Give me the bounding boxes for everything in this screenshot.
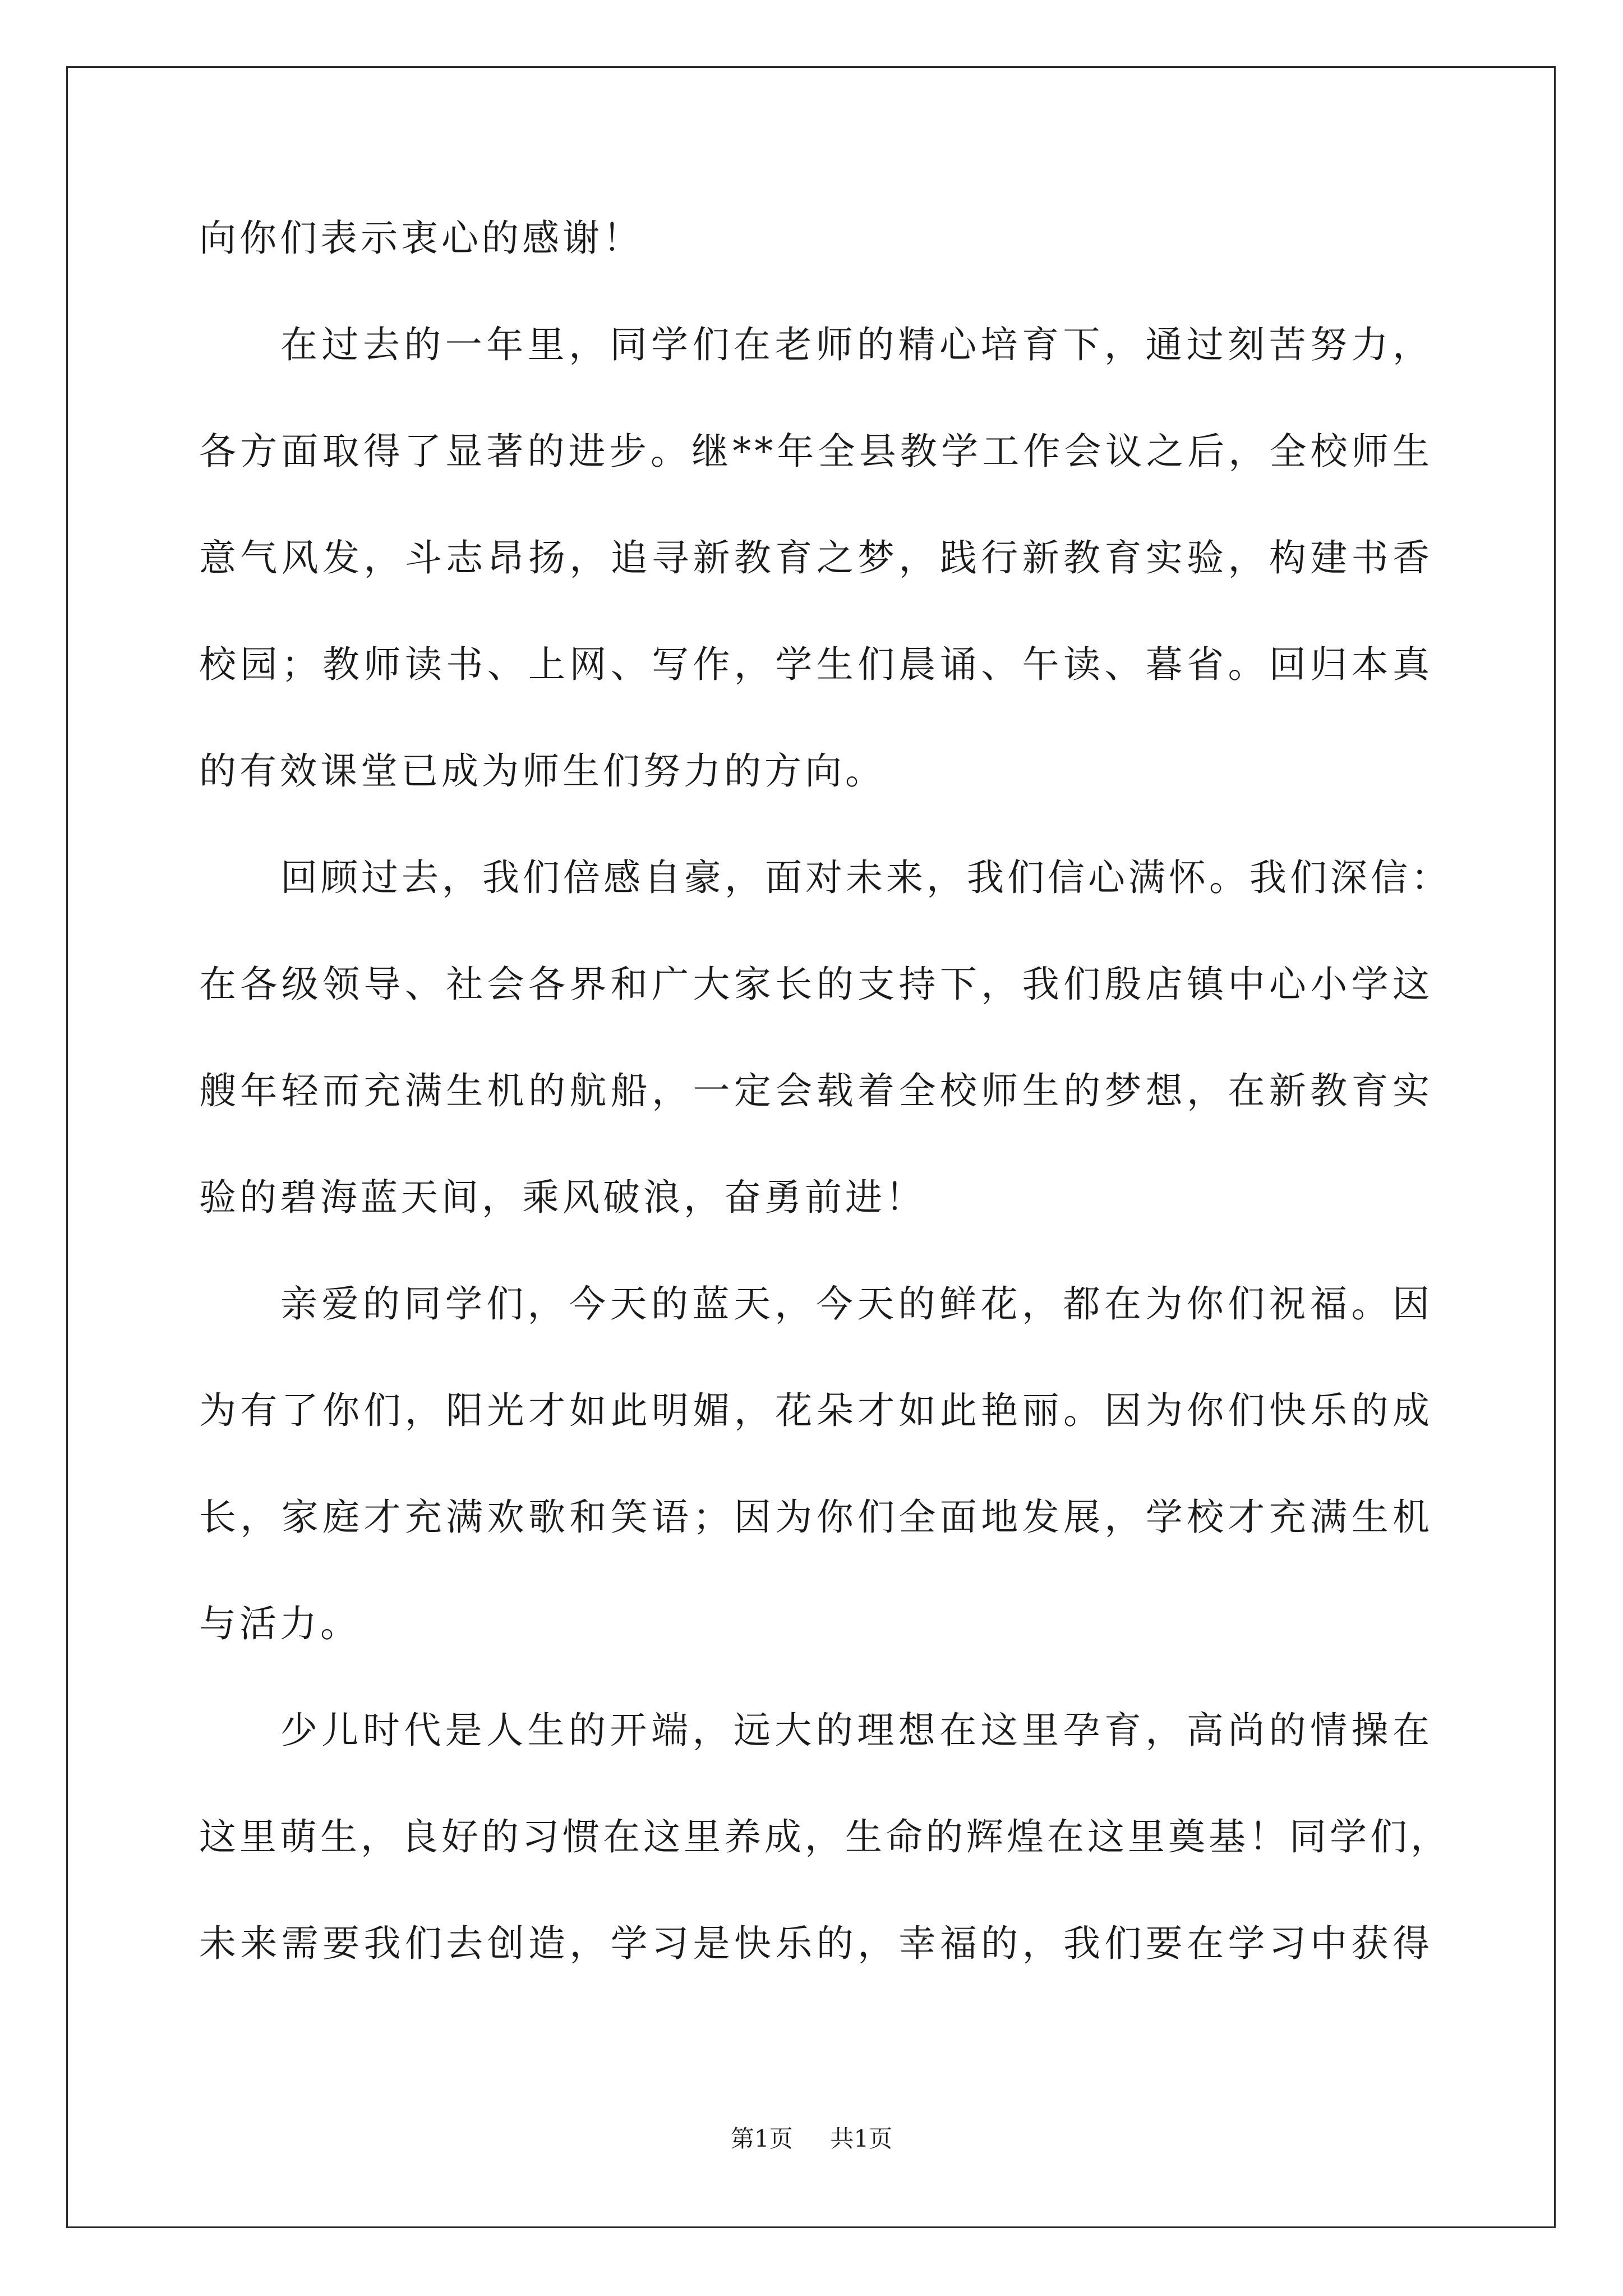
text-line: 这里萌生，良好的习惯在这里养成，生命的辉煌在这里奠基！同学们， bbox=[199, 1815, 1451, 1858]
text-line: 为有了你们，阳光才如此明媚，花朵才如此艳丽。因为你们快乐的成 bbox=[199, 1389, 1433, 1432]
text-line: 各方面取得了显著的进步。继**年全县教学工作会议之后，全校师生 bbox=[199, 430, 1433, 473]
text-line: 未来需要我们去创造，学习是快乐的，幸福的，我们要在学习中获得 bbox=[199, 1922, 1433, 1965]
page-footer bbox=[0, 2120, 1623, 2154]
text-line: 艘年轻而充满生机的航船，一定会载着全校师生的梦想，在新教育实 bbox=[199, 1069, 1433, 1112]
text-line: 在各级领导、社会各界和广大家长的支持下，我们殷店镇中心小学这 bbox=[199, 963, 1433, 1006]
text-line: 校园；教师读书、上网、写作，学生们晨诵、午读、暮省。回归本真 bbox=[199, 643, 1433, 686]
page-number: 第1页 bbox=[730, 2125, 793, 2152]
text-line: 在过去的一年里，同学们在老师的精心培育下，通过刻苦努力， bbox=[280, 323, 1433, 366]
text-line: 回顾过去，我们倍感自豪，面对未来，我们信心满怀。我们深信： bbox=[280, 856, 1451, 899]
text-line: 的有效课堂已成为师生们努力的方向。 bbox=[199, 749, 886, 793]
text-line: 长，家庭才充满欢歌和笑语；因为你们全面地发展，学校才充满生机 bbox=[199, 1496, 1433, 1539]
text-line: 验的碧海蓝天间，乘风破浪，奋勇前进！ bbox=[199, 1176, 926, 1219]
text-line: 向你们表示衷心的感谢！ bbox=[199, 217, 643, 260]
document-body bbox=[199, 185, 1451, 1997]
text-line: 亲爱的同学们，今天的蓝天，今天的鲜花，都在为你们祝福。因 bbox=[280, 1282, 1433, 1326]
text-line: 少儿时代是人生的开端，远大的理想在这里孕育，高尚的情操在 bbox=[280, 1709, 1433, 1752]
text-line: 意气风发，斗志昂扬，追寻新教育之梦，践行新教育实验，构建书香 bbox=[199, 536, 1433, 579]
page-total: 共1页 bbox=[830, 2125, 893, 2152]
text-line: 与活力。 bbox=[199, 1602, 361, 1645]
